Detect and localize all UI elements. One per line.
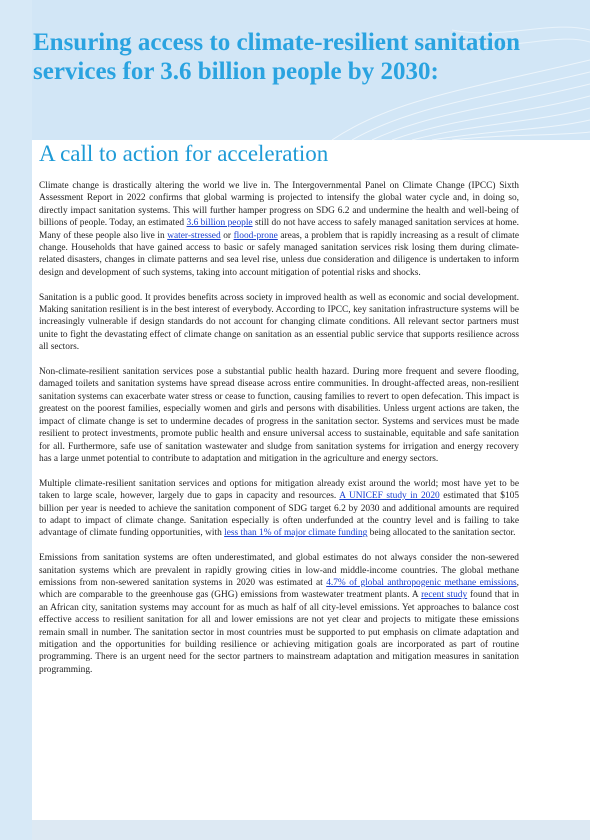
paragraph-text: Climate change is drastically altering the world we live in. The Intergovernmental Panel on Climate Change (IPCC) Sixth Assessment Report in 2022 confirms that global warming is projected to intensify the global water cycle and, in doing so, directly impact sanitation systems. This will further hamper progress on SDG 6.2 and undermine the health and well-being of billions of people. Today, an estimated [39, 181, 519, 229]
section-subtitle: A call to action for acceleration [39, 141, 329, 166]
paragraph-text: Multiple climate-resilient sanitation services and options for mitigation already exist around the world; most have yet to be taken to large scale, however, largely due to gaps in capacity and resources. [39, 478, 519, 502]
left-decorative-band [0, 0, 32, 840]
header-banner [32, 0, 590, 140]
paragraph-text: found that in an African city, sanitation systems may account for as much as half of all city-level emissions. Yet approaches to balance cost effective access to resilient sanitation for all and lower emissions are not yet clear and projects to mitigate these emissions remain small in number. The sanitation sector in most countries must be supported to put emphasis on climate adaptation and mitigation and the opportunities for building resilience or achieving mitigation goals are incorporated as part of routine programming. There is an urgent need for the sector partners to mainstream adaptation and mitigation measures in sanitation programming. [39, 590, 520, 675]
footer-band [32, 820, 590, 840]
paragraph-text: , which are comparable to the greenhouse gas (GHG) emissions from wastewater treatment plants. A [39, 577, 520, 601]
link-recent-study[interactable]: recent study [421, 590, 468, 601]
paragraph-text: areas, a problem that is rapidly increasing as a result of climate change. Households that have gained access to basic or safely managed sanitation services risk losing them during climate-related disasters, changes in climate patterns and sea level rise, unless due consideration and diligence is undertaken to inform design and development of such systems, taking into account mitigation of potential risks and shocks. [39, 230, 519, 278]
paragraph-text: estimated that $105 billion per year is needed to achieve the sanitation component of SDG target 6.2 by 2030 and additional amounts are required to adapt to impact of climate change. Sanitation especially is often underfunded at the country level and is failing to take advantage of climate funding opportunities, with [39, 491, 520, 539]
paragraph-2: Sanitation is a public good. It provides benefits across society in improved health as well as economic and social development. Making sanitation resilient is in the best interest of everybody. According to IPCC, key sanitation infrastructure systems will be increasingly vulnerable if design standards do not account for changing climate conditions. All relevant sector partners must unite to fight the devastating effect of climate change on sanitation as an essential public service that supports resilience across all sectors. [39, 292, 519, 353]
link-unicef-study[interactable]: A UNICEF study in 2020 [339, 491, 440, 502]
paragraph-4 [39, 478, 519, 540]
body-text [39, 180, 519, 689]
main-content [32, 140, 590, 820]
paragraph-3: Non-climate-resilient sanitation services pose a substantial public health hazard. During more frequent and severe flooding, damaged toilets and sanitation systems have spread disease across entire communities. In drought-affected areas, non-resilient sanitation systems can exacerbate water stress or cease to function, causing families to revert to open defecation. This impact is greatest on the poorest families, especially women and girls and persons with disabilities. Unless urgent actions are taken, the impact of climate change is set to undermine decades of progress in the sanitation sector. Systems and services must be made resilient to protect investments, promote public health and ensure universal access to sustainable, equitable and safe sanitation for all. Furthermore, safe use of sanitation wastewater and sludge from sanitation systems for irrigation and energy recovery has a large unmet potential to contribute to adaptation and mitigation in the agriculture and energy sectors. [39, 367, 519, 464]
paragraph-text: still do not have access to safely managed sanitation services at home. Many of these people also live in [39, 218, 519, 241]
link-3-6-billion-people[interactable]: 3.6 billion people [186, 218, 253, 229]
paragraph-text: or [220, 230, 234, 241]
link-climate-funding[interactable]: less than 1% of major climate funding [224, 528, 368, 539]
link-flood-prone[interactable]: flood-prone [233, 230, 278, 241]
link-methane-emissions[interactable]: 4.7% of global anthropogenic methane emissions [326, 577, 517, 588]
paragraph-text: Emissions from sanitation systems are often underestimated, and global estimates do not always consider the non-sewered sanitation systems which are prevalent in rapidly growing cities in low-and middle-income countries. The global methane emissions from non-sewered sanitation systems in 2020 was estimated at [39, 553, 519, 588]
paragraph-text: being allocated to the sanitation sector. [367, 528, 516, 539]
document-title: Ensuring access to climate-resilient sanitation services for 3.6 billion people by 2030: [33, 29, 520, 85]
paragraph-5 [39, 552, 519, 676]
link-water-stressed[interactable]: water-stressed [167, 230, 221, 241]
paragraph-1 [39, 180, 519, 279]
